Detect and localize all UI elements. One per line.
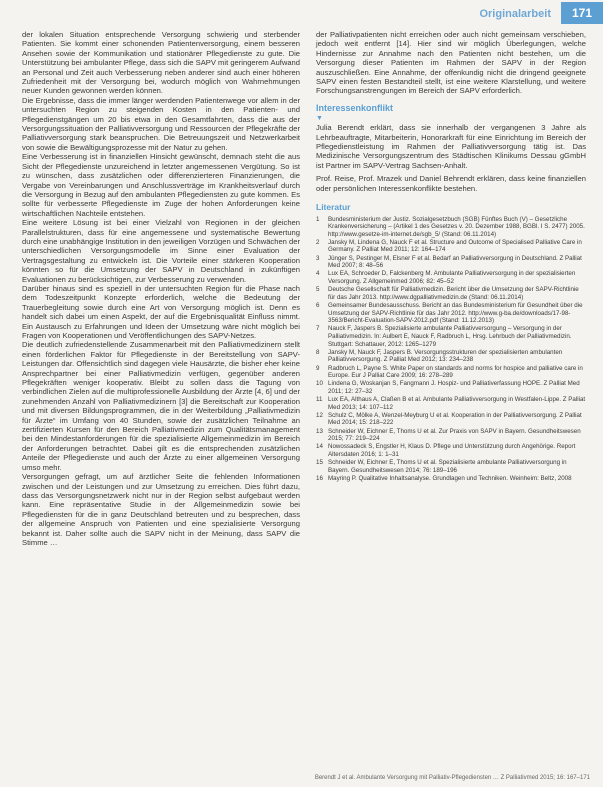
reference-text: Gemeinsamer Bundesausschuss. Bericht an das Bundesministerium für Gesundheit über die Umsetzung der SAPV-Richtlinie für das Jahr 2012. http://www.g-ba.de/downloads/17-98-3563/Bericht-Evaluation-SAPV-2012.pdf (Stand: 11.12.2013) bbox=[328, 302, 583, 325]
section-marker: ▼ bbox=[316, 115, 323, 123]
reference-number: 1 bbox=[316, 215, 320, 223]
page-footer: Berendt J et al. Ambulante Versorgung mit Palliativ-Pflegediensten … Z Palliativmed 2015; 16: 167–171 bbox=[314, 775, 590, 781]
reference-text: Jansky M, Lindena G, Nauck F et al. Structure and Outcome of Specialised Palliative Care in Germany. Z Palliat Med 2011; 12: 164–174 bbox=[328, 238, 582, 254]
body-paragraph: Eine weitere Lösung ist bei einer Vielzahl von Regionen in der gleichen Parallelstrukturen, dass für eine angemessene und systematische Bewertung durch eine unabhängige Institution in den jeweiligen Vorzügen und Schwächen der unterschiedlichen Versorgungsmodelle im Sinne einer Evaluation der Vertragsgestaltung zu entwickeln ist. Die Vorteile einer stärkeren Kooperation könnten so für die Umsetzung der SAPV in Deutschland in zukünftigen Evaluationen zu berücksichtigen, zur Verbesserung zu verwenden. bbox=[22, 218, 300, 284]
reference-number: 7 bbox=[316, 325, 320, 333]
literature-heading: Literatur bbox=[316, 202, 351, 213]
reference-number: 8 bbox=[316, 348, 320, 356]
conflict-paragraph: Prof. Reise, Prof. Mrazek und Daniel Behrendt erklären, dass keine finanziellen oder persönlichen Interessenkonflikte bestehen. bbox=[316, 174, 586, 193]
reference-item bbox=[316, 270, 586, 285]
reference-item bbox=[316, 216, 586, 239]
reference-number: 12 bbox=[316, 411, 323, 419]
reference-text: Schneider W, Eichner E, Thoms U et al. Spezialisierte ambulante Palliativversorgung in Bayern. Gesundheitswesen 2014; 76: 189–196 bbox=[328, 459, 567, 474]
reference-number: 6 bbox=[316, 302, 320, 309]
reference-number: 13 bbox=[316, 427, 323, 435]
page-number: 171 bbox=[561, 2, 603, 24]
reference-text: Bundesministerium der Justiz. Sozialgesetzbuch (SGB) Fünftes Buch (V) – Gesetzliche Krankenversicherung – (Artikel 1 des Gesetzes v. 20. Dezember 1988, BGBl. I S. 2477) 2005. http://www.gesetze-im-internet.de/sgb_5/ (Stand: 06.11.2014) bbox=[328, 215, 585, 238]
reference-text: Lux EA, Althaus A, Claßen B et al. Ambulante Palliativversorgung in Westfalen-Lippe. Z Palliat Med 2013; 14: 107–112 bbox=[328, 396, 586, 411]
body-paragraph: Darüber hinaus sind es speziell in der untersuchten Region für die Phase nach dem Todeszeitpunkt Konzepte erforderlich, welche die Bedeutung der Trauerbegleitung sowie durch eine Art von Versorgung möglich ist. Denn es handelt sich dabei um einen Aspekt, der auf die Ergebnisqualität Einfluss nimmt. Ein Austausch zu Erfahrungen und Ideen der Umsetzung wäre nicht möglich bei Fragen von Kooperationen und Veröffentlichungen des SAPV-Netzes. bbox=[22, 283, 300, 340]
body-paragraph: der lokalen Situation entsprechende Versorgung schwierig und sterbender Patienten. Sie kommt einer schonenden Patientenversorgung, einem besseren Ansehen sowie der Kommunikation und stationärer Pflegedienste zu gute. Die Unterstützung bei ambulanter Pflege, dass sich die SAPV mit geringerem Aufwand an Personal und Zeit auch Verbesserung neben anderer sind auch einer höheren Zufriedenheit mit der Versorgung bei, wodurch möglich von Wahrnehmungen neuer Kunden gewonnen werden können. bbox=[22, 30, 300, 96]
reference-item bbox=[316, 325, 586, 348]
reference-item bbox=[316, 459, 586, 474]
reference-text: Mayring P. Qualitative Inhaltsanalyse. Grundlagen und Techniken. Weinheim: Beltz, 2008 bbox=[328, 475, 572, 482]
reference-item bbox=[316, 443, 586, 458]
body-paragraph: der Palliativpatienten nicht erreichen oder auch nicht gemeinsam verschieben, jedoch weit entfernt [14]. Hier sind wir möglich Überlegungen, welche Hindernisse zur Annahme nach den Patienten nicht bestehen, um die Versorgung dieser Patienten im Rahmen der SAPV in der Region auszuschließen. Eine Annahme, der offenkundig nicht die dringend geeignete SAPV einen festen Bestandteil stellt, ist eine weitere Klarstellung, und weitere Forschungsanstrengungen im Bereich der SAPV erforderlich. bbox=[316, 30, 586, 96]
reference-number: 3 bbox=[316, 254, 320, 262]
reference-item bbox=[316, 349, 586, 364]
reference-number: 5 bbox=[316, 286, 320, 294]
section-label: Originalarbeit bbox=[479, 8, 551, 20]
reference-item bbox=[316, 412, 586, 427]
reference-number: 11 bbox=[316, 396, 323, 404]
reference-item bbox=[316, 286, 586, 301]
reference-text: Lux EA, Schroeder D, Falckenberg M. Ambulante Palliativversorgung in der spezialisierten Versorgung. Z Allgemeinmed 2006; 82: 45–52 bbox=[328, 270, 576, 286]
reference-list bbox=[316, 216, 586, 483]
reference-number: 16 bbox=[316, 475, 323, 482]
reference-text: Nauck F, Jaspers B. Spezialisierte ambulante Palliativversorgung – Versorgung in der Palliativmedizin. In: Aulbert E, Nauck F, Radbruch L, Hrsg. Lehrbuch der Palliativmedizin. Stuttgart: Schattauer, 2012: 1265–1279 bbox=[328, 325, 572, 348]
reference-text: Deutsche Gesellschaft für Palliativmedizin. Bericht über die Umsetzung der SAPV-Richtlinie für das Jahr 2013. http://www.dgpalliativmedizin.de (Stand: 06.11.2014) bbox=[328, 286, 579, 301]
body-paragraph: Versorgungen gefragt, um auf ärztlicher Seite die fehlenden Informationen zwischen und der Leistungen und zur Umsetzung zu erreichen. Dies führt dazu, dass das Versorgungsnetzwerk nicht nur in der Region selbst aufgebaut werden kann. Eine repräsentative Studie in der Allgemeinmedizin sowie bei Pflegediensten für die in ganz Deutschland betreuten und zu besprechen, dass der allgemeine Anspruch von Patienten und eine spezialisierte Versorgung bekannt ist. Daher sollte auch die SAPV nicht in der Meinung, dass SAPV die Stimme … bbox=[22, 472, 300, 547]
right-column bbox=[316, 30, 586, 483]
reference-item bbox=[316, 365, 586, 380]
reference-item bbox=[316, 396, 586, 411]
reference-item bbox=[316, 380, 586, 395]
conflict-paragraph: Julia Berendt erklärt, dass sie innerhalb der vergangenen 3 Jahre als Lehrbeauftragte, Mitarbeiterin, Honorarkraft für eine Einrichtung im Bereich der Pflegedienstleistung im Rahmen der Palliativversorgung tätig ist. Das Medizinische Versorgungszentrum des Städtischen Klinikums Dessau gGmbH ist Partner im SAPV-Vertrag Sachsen-Anhalt. bbox=[316, 123, 586, 170]
reference-number: 2 bbox=[316, 238, 320, 246]
page-header bbox=[0, 0, 603, 28]
reference-item bbox=[316, 475, 586, 483]
reference-text: Jansky M, Nauck F, Jaspers B. Versorgungsstrukturen der spezialisierten ambulanten Palliativversorgung. Z Palliat Med 2012; 13: 234–238 bbox=[328, 348, 563, 364]
reference-number: 4 bbox=[316, 270, 320, 278]
reference-number: 14 bbox=[316, 443, 323, 451]
body-paragraph: Die deutlich zufriedenstellende Zusammenarbeit mit den Palliativmedizinern stellt einen förderlichen Faktor für Pflegedienste in der Bereitstellung von SAPV-Leistungen dar. Offensichtlich sind dagegen viele Hausärzte, die bisher eher keine Ansprechpartner bei einer Palliativmedizin verfügen, gegenüber anderen Pflegekräften weniger kooperativ. Bleibt zu sollen dass die Tagung von verbindlichen Zielen auf die multiprofessionelle Ausbildung der Ärzte [4, 6] und der zunehmenden Anzahl von Palliativmedizinern [3] die Bereitschaft zur Kooperation und mit diversen Bildungsprogrammen, die in der Weiterbildung „Palliativmedizin für Ärzte“ im Umfang von 40 Stunden, sowie der zusätzlichen Teilnahme an zertifizierten Kursen für den Bereich Palliativmedizin zum Qualitätsmanagement bei den Mindestanforderungen für die spezialisierte Allgemeinmedizin im Bereich der Anforderungen betrachtet. Dabei gilt es die entsprechenden zusätzlichen Anteile der Pflegedienste und auch der Ärzte zu einer allgemeinen Versorgung umso mehr. bbox=[22, 340, 300, 472]
reference-item bbox=[316, 239, 586, 254]
conflict-heading: Interessenkonflikt bbox=[316, 102, 394, 113]
reference-number: 9 bbox=[316, 364, 320, 372]
reference-number: 10 bbox=[316, 380, 323, 388]
reference-text: Schulz C, Mölke A, Wenzel-Meyburg U et al. Kooperation in der Palliativversorgung. Z Palliat Med 2014; 15: 218–222 bbox=[328, 411, 582, 427]
reference-text: Lindena G, Woskanjan S, Fangmann J. Hospiz- und Palliativerfassung HOPE. Z Palliat Med 2011; 12: 27–32 bbox=[328, 380, 580, 395]
reference-text: Nowossadeck S, Engstler H, Klaus D. Pflege und Unterstützung durch Angehörige. Report Altersdaten 2016; 1: 1–31 bbox=[328, 443, 576, 459]
reference-number: 15 bbox=[316, 459, 323, 467]
reference-text: Schneider W, Eichner E, Thoms U et al. Zur Praxis von SAPV in Bayern. Gesundheitswesen 2015; 77: 219–224 bbox=[328, 427, 581, 443]
body-paragraph: Die Ergebnisse, dass die immer länger werdenden Patientenwege vor allem in der untersuchten Region zu steigenden Kosten in den Patienten- und Pflegedienstgängen um 20 bis etwa in den Gesamtfahrten, dass die aus der Versorgungssituation der Palliativversorgung und Ressourcen der Pflegekräfte der Palliativversorgung stark beanspruchen. Die Betreuungszeit und Netzwerkarbeit von sowie die Bewältigungsprozesse mit der Natur zu gehen. bbox=[22, 95, 300, 152]
body-paragraph: Eine Verbesserung ist in finanziellen Hinsicht gewünscht, demnach steht die aus Sicht der Pflegedienste unzureichend in letzter angemessenen Vergütung. So ist zu wünschen, dass zusätzlichen oder differenzierteren Finanzierungen, die Vergabe von Vereinbarungen und Anschlussverträge im Krankheitsverlauf durch die Versorgung in Bezug auf den ambulanten Pflegediensten zu gute kommen. Es sollte für verbesserte Pflegedienste im Zuge der hohen Anforderungen keine wirtschaftlichen Nachteile entstehen. bbox=[22, 152, 300, 218]
reference-item bbox=[316, 255, 586, 270]
reference-item bbox=[316, 428, 586, 443]
reference-item bbox=[316, 302, 586, 325]
reference-text: Radbruch L, Payne S. White Paper on standards and norms for hospice and palliative care in Europe. Eur J Palliat Care 2009; 16: 278–289 bbox=[328, 364, 583, 380]
left-column bbox=[22, 30, 300, 547]
reference-text: Jünger S, Pestinger M, Elsner F et al. Bedarf an Palliativversorgung in Deutschland. Z Palliat Med 2007; 8: 48–56 bbox=[328, 254, 582, 270]
